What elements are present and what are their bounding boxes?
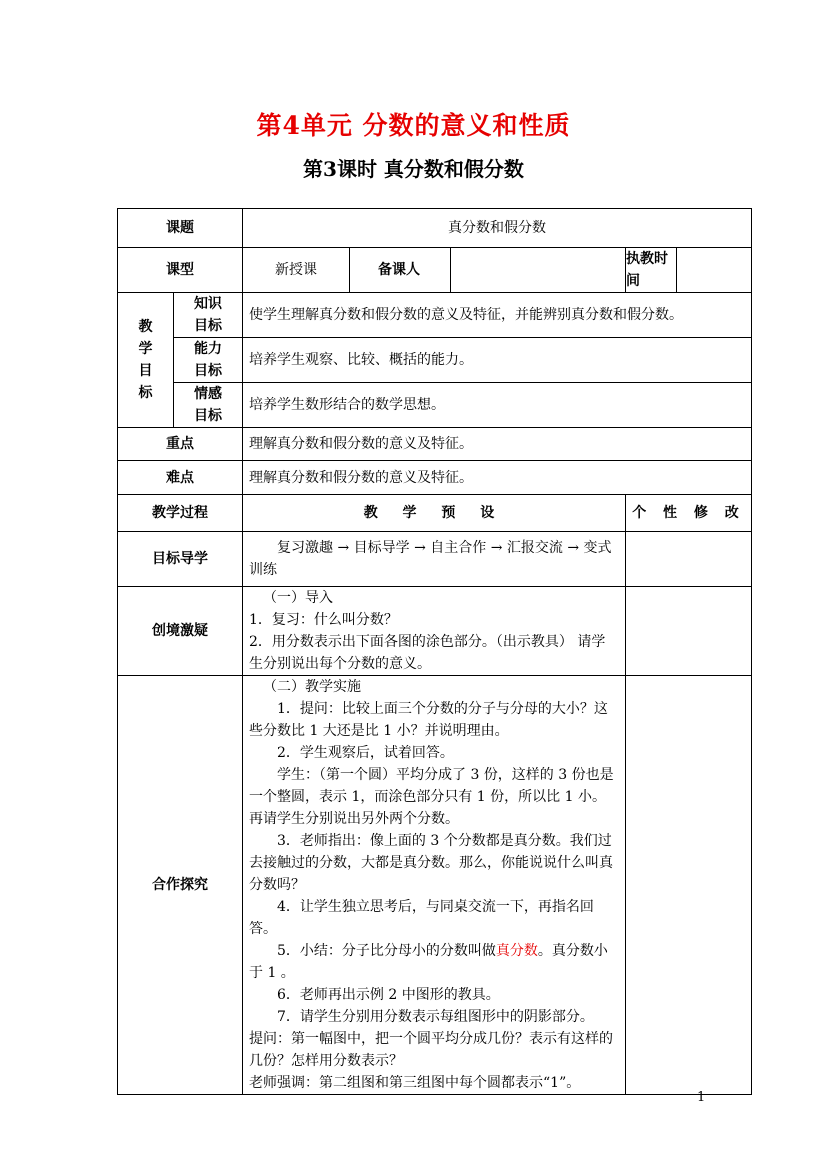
goal-ability-label: 能力 目标	[174, 338, 243, 383]
type-value: 新授课	[243, 248, 350, 293]
inspire-row	[118, 587, 752, 676]
modify-label: 个 性 修 改	[626, 495, 752, 532]
goals-label: 教 学 目 标	[118, 293, 174, 428]
process-label: 教学过程	[118, 495, 243, 532]
goal-knowledge-text: 使学生理解真分数和假分数的意义及特征，并能辨别真分数和假分数。	[243, 293, 752, 338]
difficulty-row	[118, 461, 752, 495]
goal-row-emotion	[118, 383, 752, 428]
teach-time-label: 执教时间	[626, 248, 677, 293]
goal-row-ability	[118, 338, 752, 383]
design-label: 教 学 预 设	[243, 495, 626, 532]
goal-emotion-text: 培养学生数形结合的数学思想。	[243, 383, 752, 428]
page-number: 1	[697, 1090, 706, 1105]
explore-label: 合作探究	[118, 676, 243, 1095]
guide-row	[118, 532, 752, 587]
topic-value: 真分数和假分数	[243, 209, 752, 248]
type-label: 课型	[118, 248, 243, 293]
preparer-label: 备课人	[350, 248, 451, 293]
guide-label: 目标导学	[118, 532, 243, 587]
goal-row-knowledge	[118, 293, 752, 338]
lesson-plan-table	[117, 208, 752, 1095]
key-label: 重点	[118, 428, 243, 461]
highlight-term: 真分数	[495, 943, 538, 959]
guide-modify-cell	[626, 532, 752, 587]
page-title: 第4单元 分数的意义和性质	[256, 111, 571, 140]
process-header-row	[118, 495, 752, 532]
goal-knowledge-label: 知识 目标	[174, 293, 243, 338]
explore-content: （二）教学实施 1．提问：比较上面三个分数的分子与分母的大小？这些分数比 1 大还是比 1 小？并说明理由。 2．学生观察后，试着回答。 学生：（第一个圆）平均分成了 3 份，这样的 3 份也是一个整圆，表示 1，而涂色部分只有 1 份，所以比 1 小。再请学生分别说出另外两个分数。 3．老师指出：像上面的 3 个分数都是真分数。我们过去接触过的分数，大都是真分数。那么，你能说说什么叫真分数吗？ 4．让学生独立思考后，与同桌交流一下，再指名回答。 5．小结：分子比分母小的分数叫做真分数。真分数小于 1 。 6．老师再出示例 2 中图形的教具。 7．请学生分别用分数表示每组图形中的阴影部分。 提问：第一幅图中，把一个圆平均分成几份？表示有这样的几份？怎样用分数表示？ 老师强调：第二组图和第三组图中每个圆都表示“1”。	[243, 676, 626, 1095]
difficulty-text: 理解真分数和假分数的意义及特征。	[243, 461, 752, 495]
teach-time-value	[677, 248, 752, 293]
difficulty-label: 难点	[118, 461, 243, 495]
explore-row	[118, 676, 752, 1095]
preparer-value	[451, 248, 626, 293]
topic-row	[118, 209, 752, 248]
goal-emotion-label: 情感 目标	[174, 383, 243, 428]
explore-modify-cell	[626, 676, 752, 1095]
inspire-content: （一）导入 1．复习：什么叫分数？ 2．用分数表示出下面各图的涂色部分。（出示教具） 请学生分别说出每个分数的意义。	[243, 587, 626, 676]
lesson-subtitle: 第3课时 真分数和假分数	[303, 157, 524, 181]
key-text: 理解真分数和假分数的意义及特征。	[243, 428, 752, 461]
goal-ability-text: 培养学生观察、比较、概括的能力。	[243, 338, 752, 383]
inspire-modify-cell	[626, 587, 752, 676]
guide-text: 复习激趣 → 目标导学 → 自主合作 → 汇报交流 → 变式训练	[243, 532, 626, 587]
topic-label: 课题	[118, 209, 243, 248]
key-row	[118, 428, 752, 461]
type-row	[118, 248, 752, 293]
inspire-label: 创境激疑	[118, 587, 243, 676]
